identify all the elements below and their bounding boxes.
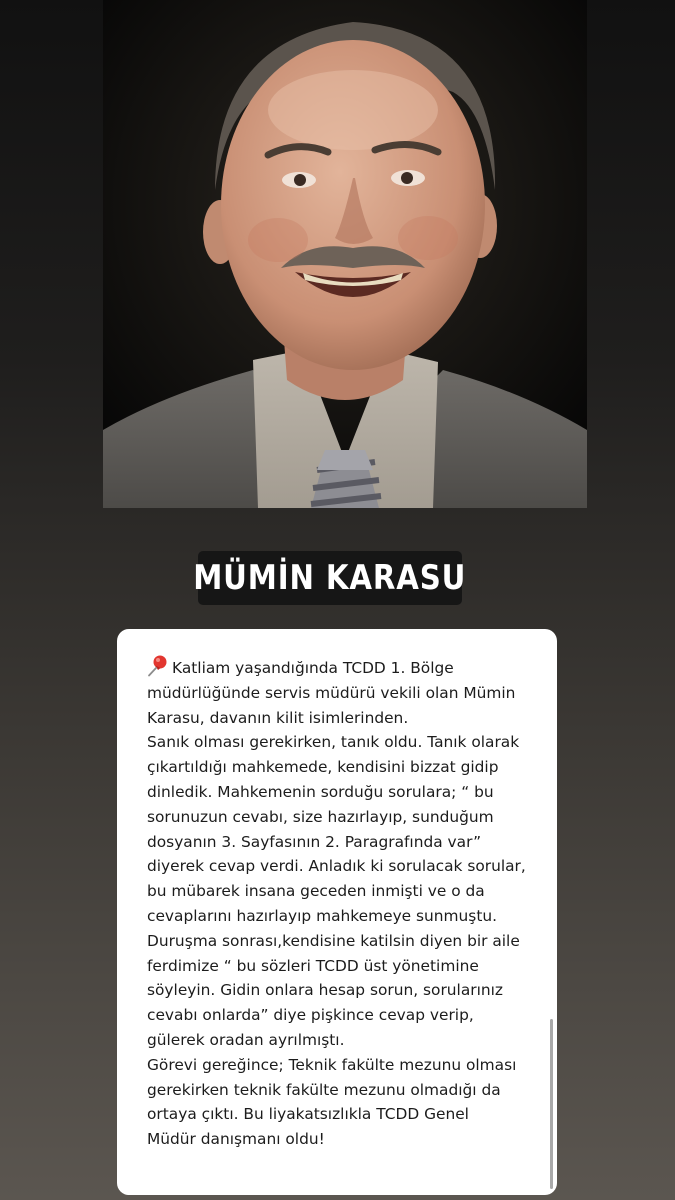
statement-line: söyleyin. Gidin onlara hesap sorun, sorularınız xyxy=(147,981,503,1000)
portrait-photo xyxy=(103,0,587,508)
card-scrollbar[interactable] xyxy=(550,1019,553,1189)
statement-line: dinledik. Mahkemenin sorduğu sorulara; “ bu xyxy=(147,782,494,801)
statement-line xyxy=(147,655,537,681)
statement-line: ortaya çıktı. Bu liyakatsızlıkla TCDD Genel xyxy=(147,1105,469,1124)
name-badge xyxy=(193,551,467,605)
statement-line: gerekirken teknik fakülte mezunu olmadığı da xyxy=(147,1080,501,1099)
statement-line-text: Katliam yaşandığında TCDD 1. Bölge xyxy=(172,659,454,677)
statement-line: ferdimize “ bu sözleri TCDD üst yönetimine xyxy=(147,956,479,975)
statement-line: diyerek cevap verdi. Anladık ki sorulacak sorular, xyxy=(147,857,526,876)
person-name: MÜMİN KARASU xyxy=(193,558,467,598)
statement-text xyxy=(147,655,537,1152)
statement-line: sorunuzun cevabı, size hazırlayıp, sunduğum xyxy=(147,807,494,826)
statement-line: cevabı onlarda” diye pişkince cevap verip, xyxy=(147,1006,474,1025)
pushpin-icon xyxy=(147,655,169,677)
statement-line: Karasu, davanın kilit isimlerinden. xyxy=(147,708,409,727)
statement-line: Görevi gereğince; Teknik fakülte mezunu olması xyxy=(147,1055,517,1074)
statement-line: bu mübarek insana geceden inmişti ve o da xyxy=(147,882,485,901)
portrait-illustration xyxy=(103,0,587,508)
statement-line: Sanık olması gerekirken, tanık oldu. Tanık olarak xyxy=(147,733,520,752)
statement-line: Müdür danışmanı oldu! xyxy=(147,1130,325,1149)
statement-line: dosyanın 3. Sayfasının 2. Paragrafında var” xyxy=(147,832,482,851)
statement-line: gülerek oradan ayrılmıştı. xyxy=(147,1030,345,1049)
statement-line: Duruşma sonrası,kendisine katilsin diyen bir aile xyxy=(147,931,520,950)
statement-line: müdürlüğünde servis müdürü vekili olan Mümin xyxy=(147,683,516,702)
statement-line: çıkartıldığı mahkemede, kendisini bizzat gidip xyxy=(147,758,499,777)
statement-line: cevaplarını hazırlayıp mahkemeye sunmuştu. xyxy=(147,906,498,925)
statement-card xyxy=(117,629,557,1195)
